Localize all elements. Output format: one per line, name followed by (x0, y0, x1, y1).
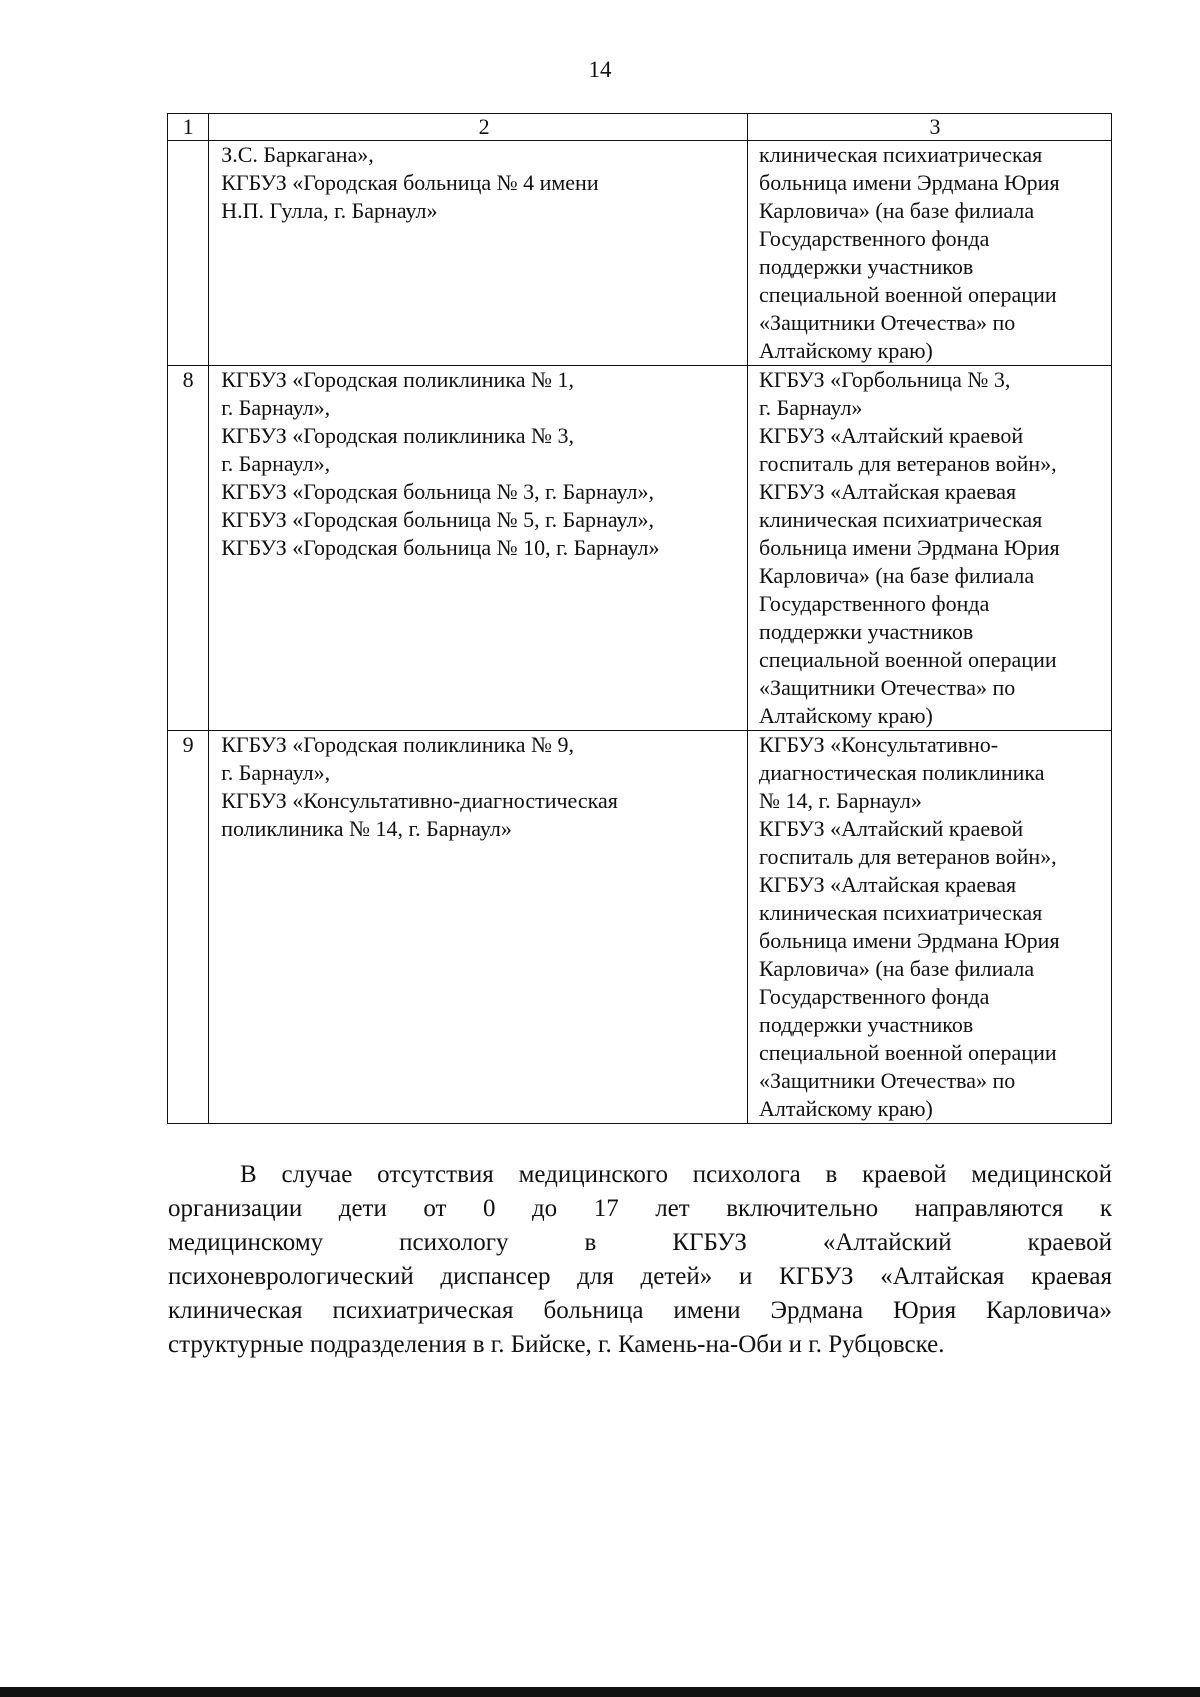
table-row (168, 731, 1112, 1124)
cell-line: Алтайскому краю) (759, 703, 933, 728)
cell-line: поликлиника № 14, г. Барнаул» (221, 816, 512, 841)
cell-line: «Защитники Отечества» по (759, 1068, 1016, 1093)
target-institutions-cell (748, 731, 1112, 1124)
cell-line: поддержки участников (759, 254, 974, 279)
cell-line: КГБУЗ «Алтайский краевой (759, 423, 1024, 448)
cell-line: КГБУЗ «Горбольница № 3, (759, 367, 1011, 392)
cell-line: «Защитники Отечества» по (759, 310, 1016, 335)
cell-line: г. Барнаул», (221, 760, 331, 785)
paragraph-line: медицинскому психологу в КГБУЗ «Алтайский краевой (168, 1229, 1112, 1256)
cell-line: г. Барнаул», (221, 451, 331, 476)
cell-line: больница имени Эрдмана Юрия (759, 170, 1060, 195)
cell-line: КГБУЗ «Городская поликлиника № 3, (221, 423, 574, 448)
cell-line: специальной военной операции (759, 647, 1057, 672)
source-institutions-cell (209, 731, 748, 1124)
paragraph-line: В случае отсутствия медицинского психолога в краевой медицинской (240, 1161, 1112, 1188)
cell-line: Государственного фонда (759, 591, 990, 616)
cell-line: КГБУЗ «Консультативно- (759, 732, 999, 757)
cell-line: Н.П. Гулла, г. Барнаул» (221, 198, 438, 223)
header-cell-2: 2 (209, 114, 748, 141)
cell-line: диагностическая поликлиника (759, 760, 1045, 785)
cell-line: Алтайскому краю) (759, 1096, 933, 1121)
cell-line: г. Барнаул» (759, 395, 863, 420)
table-row (168, 141, 1112, 366)
cell-line: клиническая психиатрическая (759, 900, 1043, 925)
table-header-row (168, 114, 1112, 141)
cell-line: КГБУЗ «Консультативно-диагностическая (221, 788, 618, 813)
page-number: 14 (588, 57, 612, 82)
target-institutions-cell (748, 141, 1112, 366)
paragraph-line: структурные подразделения в г. Бийске, г. Камень-на-Оби и г. Рубцовске. (168, 1331, 945, 1358)
cell-line: КГБУЗ «Алтайский краевой (759, 816, 1024, 841)
cell-line: КГБУЗ «Городская больница № 5, г. Барнаул», (221, 507, 654, 532)
cell-line: Карловича» (на базе филиала (759, 956, 1035, 981)
scan-edge-bar (0, 1687, 1200, 1697)
cell-line: «Защитники Отечества» по (759, 675, 1016, 700)
row-number-cell: 9 (168, 731, 209, 1124)
cell-line: поддержки участников (759, 619, 974, 644)
cell-line: З.С. Баркагана», (221, 142, 374, 167)
header-cell-1: 1 (168, 114, 209, 141)
cell-line: клиническая психиатрическая (759, 142, 1043, 167)
cell-line: госпиталь для ветеранов войн», (759, 844, 1057, 869)
cell-line: № 14, г. Барнаул» (759, 788, 922, 813)
cell-line: специальной военной операции (759, 1040, 1057, 1065)
cell-line: Государственного фонда (759, 226, 990, 251)
cell-line: Карловича» (на базе филиала (759, 563, 1035, 588)
institutions-table (167, 113, 1112, 1124)
row-number-cell: 8 (168, 366, 209, 731)
target-institutions-cell (748, 366, 1112, 731)
cell-line: больница имени Эрдмана Юрия (759, 535, 1060, 560)
source-institutions-cell (209, 141, 748, 366)
row-number-cell (168, 141, 209, 366)
cell-line: специальной военной операции (759, 282, 1057, 307)
cell-line: Карловича» (на базе филиала (759, 198, 1035, 223)
header-cell-3: 3 (748, 114, 1112, 141)
cell-line: КГБУЗ «Городская больница № 3, г. Барнаул», (221, 479, 654, 504)
cell-line: больница имени Эрдмана Юрия (759, 928, 1060, 953)
paragraph-line: психоневрологический диспансер для детей» и КГБУЗ «Алтайская краевая (168, 1263, 1112, 1290)
cell-line: клиническая психиатрическая (759, 507, 1043, 532)
table-row (168, 366, 1112, 731)
cell-line: КГБУЗ «Городская больница № 4 имени (221, 170, 599, 195)
source-institutions-cell (209, 366, 748, 731)
cell-line: Государственного фонда (759, 984, 990, 1009)
cell-line: г. Барнаул», (221, 395, 331, 420)
paragraph-line: организации дети от 0 до 17 лет включительно направляются к (168, 1195, 1112, 1222)
cell-line: КГБУЗ «Городская поликлиника № 1, (221, 367, 574, 392)
cell-line: Алтайскому краю) (759, 338, 933, 363)
cell-line: КГБУЗ «Городская больница № 10, г. Барнаул» (221, 535, 660, 560)
cell-line: КГБУЗ «Алтайская краевая (759, 872, 1017, 897)
body-paragraph (168, 1158, 1112, 1362)
cell-line: госпиталь для ветеранов войн», (759, 451, 1057, 476)
cell-line: поддержки участников (759, 1012, 974, 1037)
cell-line: КГБУЗ «Городская поликлиника № 9, (221, 732, 574, 757)
cell-line: КГБУЗ «Алтайская краевая (759, 479, 1017, 504)
paragraph-line: клиническая психиатрическая больница имени Эрдмана Юрия Карловича» (168, 1297, 1112, 1324)
